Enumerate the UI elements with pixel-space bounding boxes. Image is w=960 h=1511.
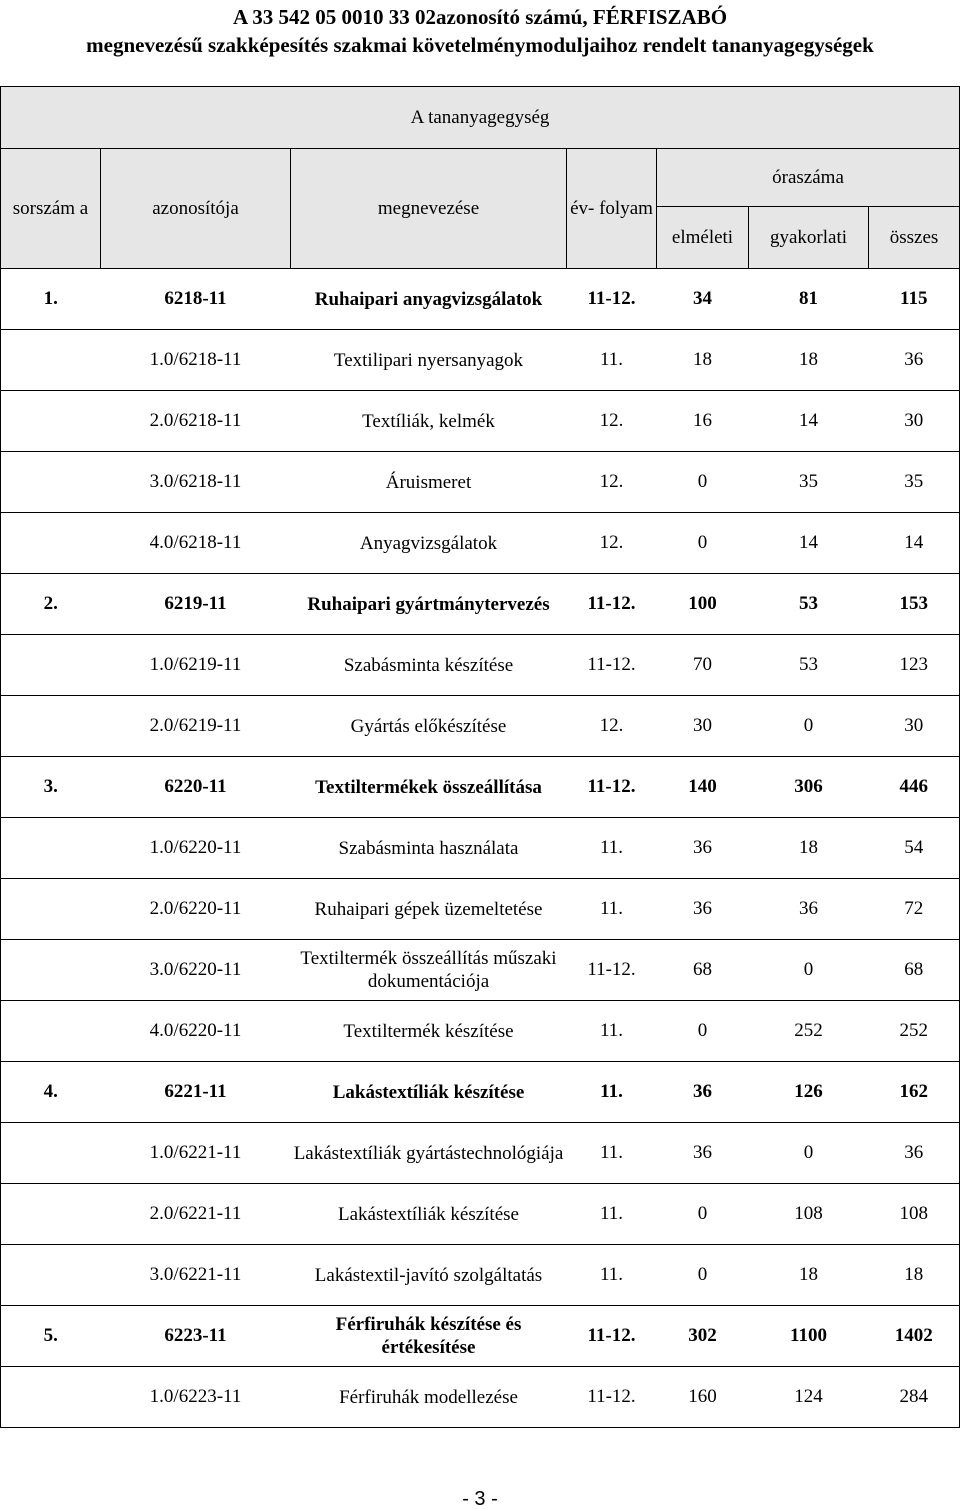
cell-gyakorlati: 53 [749,574,869,635]
cell-evfolyam: 12. [567,696,657,757]
cell-elmeleti: 0 [657,1245,749,1306]
table-row [1,1184,960,1245]
page-number: - 3 - [462,1488,498,1510]
cell-gyakorlati: 36 [749,879,869,940]
cell-azonosito: 1.0/6221-11 [101,1123,291,1184]
table-body [1,269,960,1428]
cell-azonosito: 3.0/6218-11 [101,452,291,513]
cell-osszes: 36 [869,330,960,391]
cell-osszes: 162 [869,1062,960,1123]
cell-osszes: 1402 [869,1306,960,1367]
group-header: A tananyagegység [1,87,960,149]
cell-megnevezes: Textíliák, kelmék [291,391,567,452]
table-row [1,1367,960,1428]
cell-megnevezes: Lakástextíliák gyártástechnológiája [291,1123,567,1184]
cell-elmeleti: 0 [657,1001,749,1062]
cell-gyakorlati: 18 [749,1245,869,1306]
table-row [1,1062,960,1123]
cell-megnevezes: Szabásminta használata [291,818,567,879]
table-row [1,513,960,574]
cell-elmeleti: 34 [657,269,749,330]
cell-azonosito: 6221-11 [101,1062,291,1123]
table-row [1,940,960,1001]
cell-evfolyam: 11. [567,1062,657,1123]
cell-gyakorlati: 306 [749,757,869,818]
col-header-evfolyam: év- folyam [567,149,657,269]
cell-elmeleti: 100 [657,574,749,635]
cell-megnevezes: Férfiruhák készítése és értékesítése [291,1306,567,1367]
table-row [1,1245,960,1306]
cell-evfolyam: 11-12. [567,574,657,635]
cell-elmeleti: 36 [657,1123,749,1184]
cell-sorszam [1,1001,101,1062]
cell-sorszam [1,818,101,879]
cell-elmeleti: 302 [657,1306,749,1367]
cell-sorszam [1,1367,101,1428]
cell-sorszam [1,452,101,513]
cell-azonosito: 1.0/6223-11 [101,1367,291,1428]
cell-osszes: 14 [869,513,960,574]
cell-sorszam [1,1123,101,1184]
cell-megnevezes: Lakástextil-javító szolgáltatás [291,1245,567,1306]
cell-osszes: 252 [869,1001,960,1062]
table-row [1,330,960,391]
cell-sorszam [1,696,101,757]
cell-elmeleti: 0 [657,1184,749,1245]
table-row [1,696,960,757]
cell-elmeleti: 36 [657,1062,749,1123]
cell-sorszam [1,1245,101,1306]
cell-megnevezes: Anyagvizsgálatok [291,513,567,574]
table-row [1,879,960,940]
cell-sorszam: 3. [1,757,101,818]
cell-osszes: 108 [869,1184,960,1245]
cell-sorszam [1,391,101,452]
cell-gyakorlati: 0 [749,1123,869,1184]
cell-gyakorlati: 108 [749,1184,869,1245]
cell-gyakorlati: 126 [749,1062,869,1123]
cell-elmeleti: 18 [657,330,749,391]
cell-azonosito: 1.0/6220-11 [101,818,291,879]
cell-azonosito: 4.0/6220-11 [101,1001,291,1062]
cell-azonosito: 1.0/6219-11 [101,635,291,696]
cell-evfolyam: 11-12. [567,1306,657,1367]
col-header-sorszam: sorszám a [1,149,101,269]
cell-gyakorlati: 53 [749,635,869,696]
cell-azonosito: 1.0/6218-11 [101,330,291,391]
cell-sorszam [1,635,101,696]
cell-megnevezes: Férfiruhák modellezése [291,1367,567,1428]
cell-evfolyam: 12. [567,391,657,452]
cell-gyakorlati: 18 [749,330,869,391]
cell-evfolyam: 12. [567,452,657,513]
table-row [1,635,960,696]
table-row [1,1306,960,1367]
table-row [1,574,960,635]
cell-elmeleti: 16 [657,391,749,452]
cell-sorszam [1,1184,101,1245]
cell-azonosito: 2.0/6219-11 [101,696,291,757]
cell-evfolyam: 11-12. [567,940,657,1001]
cell-evfolyam: 11. [567,330,657,391]
cell-gyakorlati: 14 [749,513,869,574]
cell-megnevezes: Szabásminta készítése [291,635,567,696]
cell-gyakorlati: 14 [749,391,869,452]
document-title [0,3,960,59]
title-line-2: megnevezésű szakképesítés szakmai követelménymoduljaihoz rendelt tananyagegységek [86,33,874,57]
cell-azonosito: 4.0/6218-11 [101,513,291,574]
cell-azonosito: 2.0/6221-11 [101,1184,291,1245]
cell-azonosito: 6218-11 [101,269,291,330]
cell-elmeleti: 30 [657,696,749,757]
cell-evfolyam: 11. [567,1184,657,1245]
table-header [1,87,960,269]
table-row [1,818,960,879]
cell-elmeleti: 160 [657,1367,749,1428]
cell-elmeleti: 36 [657,818,749,879]
cell-evfolyam: 11. [567,818,657,879]
cell-osszes: 35 [869,452,960,513]
table-row [1,269,960,330]
cell-osszes: 54 [869,818,960,879]
cell-osszes: 153 [869,574,960,635]
cell-megnevezes: Lakástextíliák készítése [291,1184,567,1245]
cell-osszes: 36 [869,1123,960,1184]
cell-megnevezes: Lakástextíliák készítése [291,1062,567,1123]
cell-elmeleti: 68 [657,940,749,1001]
col-header-gyakorlati: gyakorlati [749,207,869,269]
cell-megnevezes: Áruismeret [291,452,567,513]
cell-sorszam [1,330,101,391]
cell-elmeleti: 36 [657,879,749,940]
col-header-osszes: összes [869,207,960,269]
cell-azonosito: 2.0/6218-11 [101,391,291,452]
cell-osszes: 284 [869,1367,960,1428]
cell-azonosito: 6220-11 [101,757,291,818]
cell-osszes: 18 [869,1245,960,1306]
cell-osszes: 30 [869,696,960,757]
col-header-azonosito: azonosítója [101,149,291,269]
cell-azonosito: 6223-11 [101,1306,291,1367]
cell-megnevezes: Ruhaipari gyártmánytervezés [291,574,567,635]
cell-megnevezes: Textiltermék készítése [291,1001,567,1062]
cell-megnevezes: Textilipari nyersanyagok [291,330,567,391]
cell-evfolyam: 11-12. [567,1367,657,1428]
table-row [1,391,960,452]
cell-gyakorlati: 124 [749,1367,869,1428]
cell-megnevezes: Gyártás előkészítése [291,696,567,757]
cell-sorszam: 2. [1,574,101,635]
cell-sorszam [1,513,101,574]
cell-sorszam: 4. [1,1062,101,1123]
cell-evfolyam: 11. [567,1123,657,1184]
cell-osszes: 30 [869,391,960,452]
cell-osszes: 446 [869,757,960,818]
cell-sorszam [1,879,101,940]
table-row [1,1123,960,1184]
cell-megnevezes: Ruhaipari anyagvizsgálatok [291,269,567,330]
cell-elmeleti: 0 [657,452,749,513]
cell-azonosito: 6219-11 [101,574,291,635]
cell-evfolyam: 12. [567,513,657,574]
cell-elmeleti: 140 [657,757,749,818]
table-row [1,757,960,818]
cell-azonosito: 3.0/6221-11 [101,1245,291,1306]
cell-evfolyam: 11. [567,1001,657,1062]
cell-osszes: 115 [869,269,960,330]
cell-megnevezes: Ruhaipari gépek üzemeltetése [291,879,567,940]
table-row [1,452,960,513]
cell-megnevezes: Textiltermékek összeállítása [291,757,567,818]
cell-gyakorlati: 18 [749,818,869,879]
col-header-elmeleti: elméleti [657,207,749,269]
cell-elmeleti: 0 [657,513,749,574]
cell-evfolyam: 11. [567,1245,657,1306]
cell-evfolyam: 11. [567,879,657,940]
cell-gyakorlati: 252 [749,1001,869,1062]
cell-sorszam [1,940,101,1001]
cell-azonosito: 3.0/6220-11 [101,940,291,1001]
cell-osszes: 123 [869,635,960,696]
title-line-1: A 33 542 05 0010 33 02azonosító számú, FÉRFISZABÓ [232,5,728,29]
cell-evfolyam: 11-12. [567,269,657,330]
cell-evfolyam: 11-12. [567,635,657,696]
cell-azonosito: 2.0/6220-11 [101,879,291,940]
col-header-oraszam: óraszáma [657,149,960,207]
cell-sorszam: 5. [1,1306,101,1367]
table-row [1,1001,960,1062]
cell-osszes: 72 [869,879,960,940]
cell-elmeleti: 70 [657,635,749,696]
cell-sorszam: 1. [1,269,101,330]
cell-evfolyam: 11-12. [567,757,657,818]
cell-gyakorlati: 81 [749,269,869,330]
col-header-megnevezes: megnevezése [291,149,567,269]
cell-osszes: 68 [869,940,960,1001]
cell-gyakorlati: 0 [749,940,869,1001]
cell-gyakorlati: 1100 [749,1306,869,1367]
curriculum-table [0,86,960,1428]
cell-gyakorlati: 35 [749,452,869,513]
cell-megnevezes: Textiltermék összeállítás műszaki dokumentációja [291,940,567,1001]
cell-gyakorlati: 0 [749,696,869,757]
